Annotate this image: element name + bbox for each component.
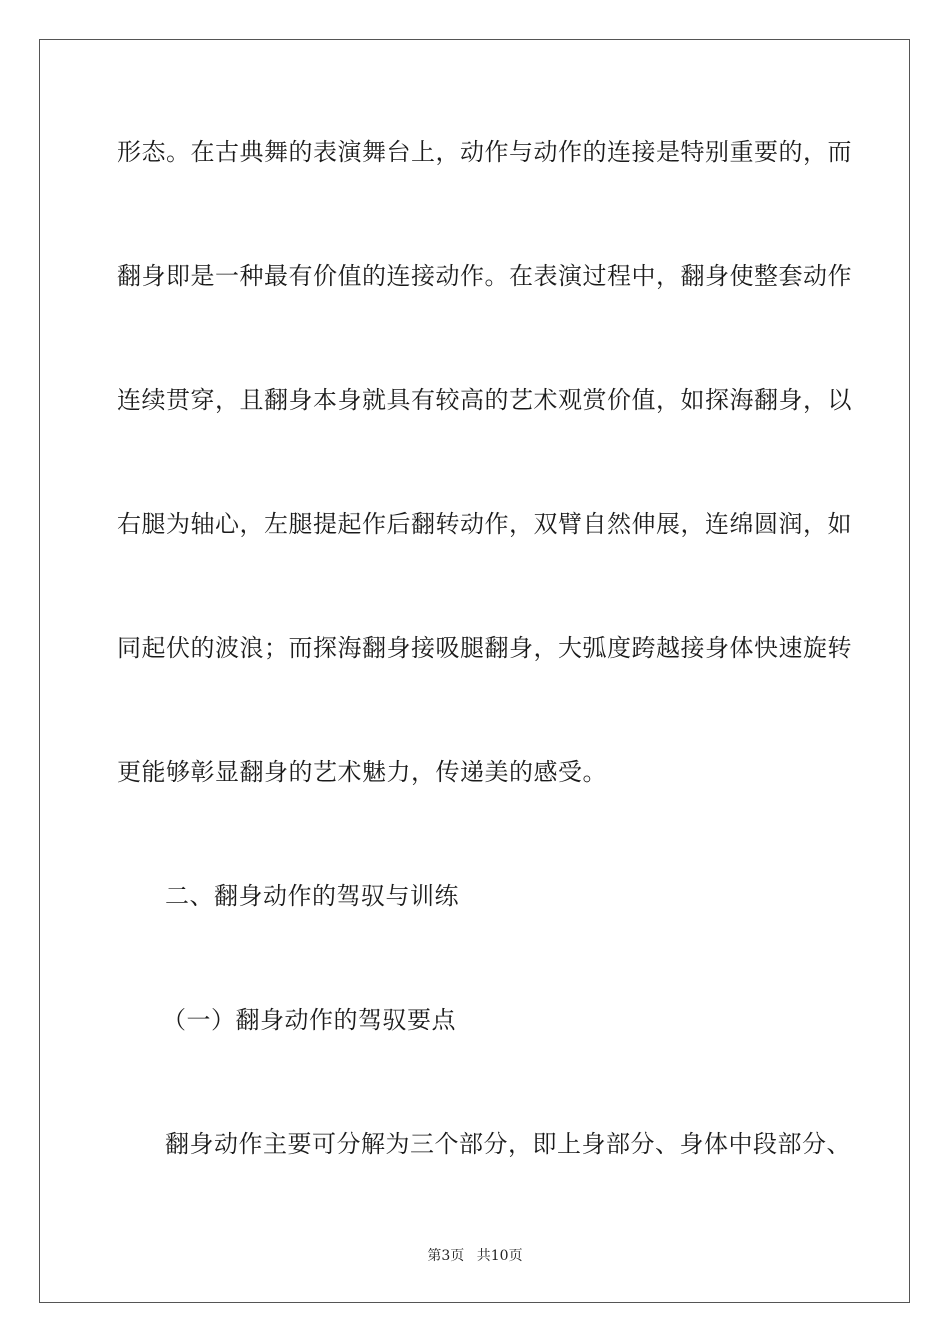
page-footer: [0, 1246, 950, 1266]
body-text-line-4: 右腿为轴心，左腿提起作后翻转动作，双臂自然伸展，连绵圆润，如: [117, 510, 852, 538]
paragraph-start-line: 翻身动作主要可分解为三个部分，即上身部分、身体中段部分、: [165, 1130, 851, 1158]
body-text-line-6: 更能够彰显翻身的艺术魅力，传递美的感受。: [117, 758, 607, 786]
total-pages: 共10页: [476, 1248, 523, 1264]
body-text-line-2: 翻身即是一种最有价值的连接动作。在表演过程中，翻身使整套动作: [117, 262, 852, 290]
page-number: 第3页: [427, 1248, 465, 1264]
body-text-line-3: 连续贯穿，且翻身本身就具有较高的艺术观赏价值，如探海翻身，以: [117, 386, 852, 414]
body-text-line-1: 形态。在古典舞的表演舞台上，动作与动作的连接是特别重要的，而: [117, 138, 852, 166]
section-heading: 二、翻身动作的驾驭与训练: [165, 882, 459, 910]
body-text-line-5: 同起伏的波浪；而探海翻身接吸腿翻身，大弧度跨越接身体快速旋转: [117, 634, 852, 662]
subsection-heading: （一）翻身动作的驾驭要点: [162, 1006, 456, 1034]
page-border: [39, 39, 910, 1303]
